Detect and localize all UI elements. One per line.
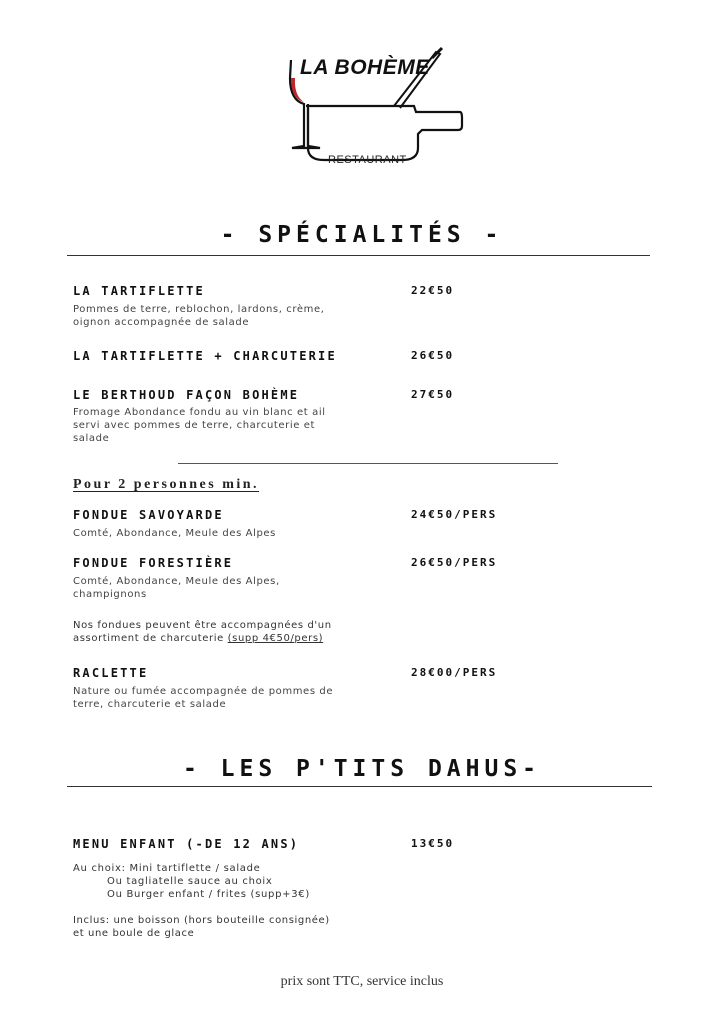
section-title-dahus: - LES P'TITS DAHUS- [182, 756, 542, 782]
menu-item-price: 26€50/PERS [411, 556, 498, 569]
logo-subtitle: RESTAURANT [328, 154, 407, 166]
menu-item-price: 27€50 [411, 388, 455, 401]
menu-item-price: 22€50 [411, 284, 455, 297]
group-divider [178, 463, 558, 464]
kids-included: Inclus: une boisson (hors bouteille consignée) et une boule de glace [73, 915, 330, 939]
kids-choice-line: Ou Burger enfant / frites (supp+3€) [107, 889, 310, 900]
menu-item-name: FONDUE SAVOYARDE [73, 508, 224, 522]
kids-choice-line: Au choix: Mini tartiflette / salade [73, 863, 261, 874]
section-title-specialites: - SPÉCIALITÉS - [220, 222, 504, 248]
menu-item-name: LA TARTIFLETTE + CHARCUTERIE [73, 349, 337, 363]
menu-item-name: RACLETTE [73, 666, 149, 680]
menu-item-name: MENU ENFANT (-DE 12 ANS) [73, 837, 300, 851]
fondue-note-supplement: (supp 4€50/pers) [227, 633, 324, 644]
menu-item-description: Pommes de terre, reblochon, lardons, crème, oignon accompagnée de salade [73, 304, 325, 328]
fondue-note [73, 619, 373, 645]
menu-item-description: Fromage Abondance fondu au vin blanc et ail servi avec pommes de terre, charcuterie et salade [73, 407, 326, 444]
logo-title: LA BOHÈME [300, 56, 430, 79]
menu-item-name: LA TARTIFLETTE [73, 284, 205, 298]
menu-item-price: 26€50 [411, 349, 455, 362]
menu-item-description: Nature ou fumée accompagnée de pommes de terre, charcuterie et salade [73, 686, 334, 710]
menu-item-price: 28€00/PERS [411, 666, 498, 679]
footer-note: prix sont TTC, service inclus [280, 974, 444, 989]
fondue-note-text: Nos fondues peuvent être accompagnées d'un assortiment de charcuterie [73, 620, 332, 644]
group-label: Pour 2 personnes min. [73, 477, 260, 492]
section-divider [67, 255, 650, 256]
kids-choice-line: Ou tagliatelle sauce au choix [107, 876, 273, 887]
section-divider [67, 786, 652, 787]
menu-item-name: FONDUE FORESTIÈRE [73, 556, 234, 570]
menu-item-description: Comté, Abondance, Meule des Alpes, champignons [73, 576, 280, 600]
menu-item-price: 13€50 [411, 837, 455, 850]
menu-item-price: 24€50/PERS [411, 508, 498, 521]
menu-item-name: LE BERTHOUD FAÇON BOHÈME [73, 388, 300, 402]
menu-item-description: Comté, Abondance, Meule des Alpes [73, 528, 276, 539]
restaurant-logo [284, 44, 468, 174]
